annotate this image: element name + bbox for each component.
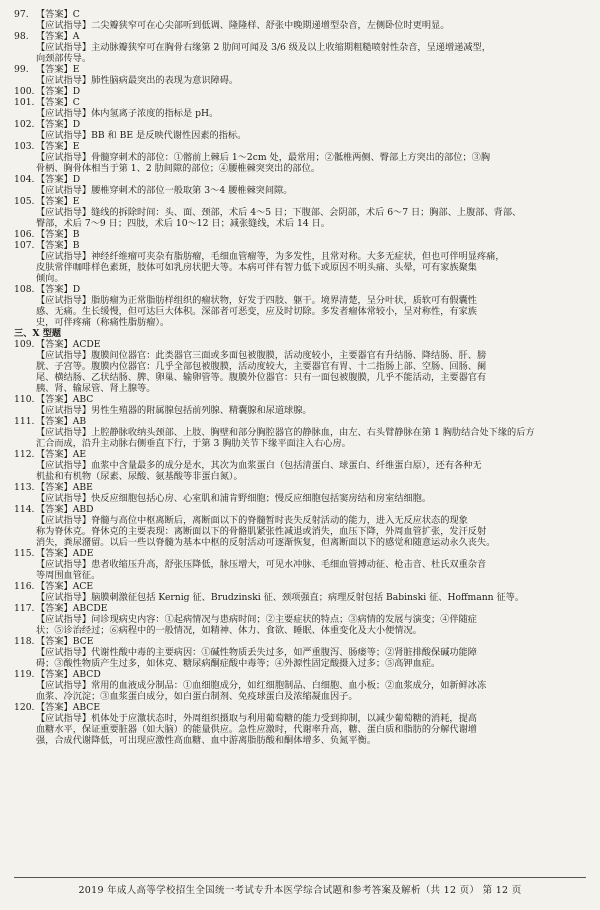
guide-text [36,493,586,504]
answer-label: 【答案】 [36,339,73,350]
guide-line [14,262,586,273]
guide-text [36,207,586,218]
answer-label: 【答案】 [36,504,73,515]
answer-entry [14,416,586,449]
answer-entry [14,9,586,31]
guide-line [14,185,586,196]
answer-label: 【答案】 [36,394,73,405]
guide-content: 等周围血管征。 [36,570,101,581]
guide-text [36,383,586,394]
guide-text [36,559,586,570]
question-number: 110. [14,394,35,405]
answer-value: D [72,174,81,185]
guide-text [36,592,586,603]
answer-entry [14,64,586,86]
question-number: 99. [14,64,29,75]
answer-entry [14,97,586,119]
answer-text [36,702,586,713]
answer-entry [14,702,586,746]
guide-label: 【应试指导】 [36,493,92,504]
answer-line [14,240,586,251]
guide-content: 患者收缩压升高，舒张压降低，脉压增大，可见水冲脉、毛细血管搏动征、枪击音、杜氏双重杂音 [91,559,487,570]
guide-content: BB 和 BE 是反映代谢性因素的指标。 [91,130,247,141]
answer-value: C [72,97,80,108]
guide-line [14,53,586,64]
question-number: 102. [14,119,35,130]
answer-text [36,603,586,614]
answer-text [36,64,586,75]
guide-line [14,405,586,416]
guide-line [14,251,586,262]
guide-content: 上腔静脉收纳头颈部、上肢、胸壁和部分胸腔器官的静脉血，由左、右头臂静脉在第 1 胸肋结合处下缘的后方 [91,427,535,438]
guide-line [14,273,586,284]
answer-entry [14,284,586,328]
question-number: 97. [14,9,29,20]
guide-text [36,735,586,746]
guide-line [14,42,586,53]
answer-entry [14,449,586,482]
guide-label: 【应试指导】 [36,295,92,306]
guide-label: 【应试指导】 [36,559,92,570]
guide-label: 【应试指导】 [36,20,92,31]
guide-content: 神经纤维瘤可夹杂有脂肪瘤，毛细血管瘤等，为多发性，且常对称。大多无症状，但也可伴明显疼痛， [91,251,505,262]
guide-label: 【应试指导】 [36,185,92,196]
guide-content: 肺性脑病最突出的表现为意识障碍。 [91,75,239,86]
answer-label: 【答案】 [36,548,73,559]
answer-text [36,240,586,251]
guide-content: 常用的血液成分制品：①血细胞成分，如红细胞制品、白细胞、血小板；②血浆成分，如新鲜冰冻 [91,680,487,691]
guide-content: 汇合而成，沿升主动脉右侧垂直下行，于第 3 胸肋关节下缘平面注入右心房。 [36,438,351,449]
question-number: 116. [14,581,35,592]
guide-text [36,306,586,317]
question-number: 98. [14,31,29,42]
guide-label: 【应试指导】 [36,207,92,218]
question-number: 107. [14,240,35,251]
answer-line [14,339,586,350]
guide-content: 体内氢离子浓度的指标是 pH。 [91,108,219,119]
guide-line [14,592,586,603]
guide-text [36,526,586,537]
answer-label: 【答案】 [36,174,73,185]
guide-text [36,295,586,306]
answer-value: C [72,9,80,20]
answer-entry [14,603,586,636]
question-number: 119. [14,669,35,680]
answer-label: 【答案】 [36,196,73,207]
answer-value: ACE [72,581,94,592]
answer-line [14,31,586,42]
guide-text [36,570,586,581]
guide-content: 倾向。 [36,273,64,284]
answer-value: D [72,119,81,130]
answer-line [14,548,586,559]
guide-line [14,724,586,735]
page-footer [14,877,586,896]
guide-text [36,724,586,735]
question-number: 101. [14,97,35,108]
answer-label: 【答案】 [36,31,73,42]
answer-line [14,9,586,20]
answer-line [14,119,586,130]
guide-content: 史，可伴疼痛（称痛性脂肪瘤）。 [36,317,170,328]
question-number: 100. [14,86,35,97]
guide-content: 脑膜刺激征包括 Kernig 征、Brudzinski 征、颈项强直；病理反射包括 Babinski 征、Hoffmann 征等。 [91,592,525,603]
answer-value: ABCDE [72,603,108,614]
answer-value: ABCD [72,669,101,680]
answer-text [36,548,586,559]
guide-label: 【应试指导】 [36,427,92,438]
question-number: 111. [14,416,35,427]
guide-line [14,471,586,482]
guide-content: 胱、子宫等。腹膜内位器官：几乎全部包被腹膜，活动度较大，主要器官有胃、十二指肠上部、空肠、回肠、阑 [36,361,487,372]
question-number: 112. [14,449,35,460]
guide-content: 机盐和有机物（尿素、尿酸、氨基酸等非蛋白氮）。 [36,471,243,482]
answer-label: 【答案】 [36,603,73,614]
guide-label: 【应试指导】 [36,680,92,691]
guide-text [36,218,586,229]
answer-entry [14,482,586,504]
answer-line [14,174,586,185]
guide-content: 缝线的拆除时间：头、面、颈部，术后 4～5 日；下腹部、会阴部，术后 6～7 日；胸部、上腹部、背部、 [91,207,522,218]
answer-value: ACDE [72,339,101,350]
guide-line [14,361,586,372]
guide-label: 【应试指导】 [36,614,92,625]
guide-line [14,152,586,163]
guide-text [36,614,586,625]
guide-line [14,680,586,691]
answer-value: ABE [72,482,93,493]
answer-label: 【答案】 [36,64,73,75]
guide-line [14,614,586,625]
answer-line [14,603,586,614]
guide-text [36,713,586,724]
answer-text [36,119,586,130]
answer-text [36,284,586,295]
guide-label: 【应试指导】 [36,592,92,603]
guide-content: 问诊现病史内容：①起病情况与患病时间；②主要症状的特点；③病情的发展与演变；④伴随症 [91,614,477,625]
question-number: 114. [14,504,35,515]
guide-line [14,108,586,119]
guide-line [14,559,586,570]
answer-line [14,504,586,515]
guide-content: 快反应细胞包括心房、心室肌和浦肯野细胞；慢反应细胞包括窦房结和房室结细胞。 [91,493,432,504]
guide-line [14,735,586,746]
answer-label: 【答案】 [36,702,73,713]
guide-label: 【应试指导】 [36,350,92,361]
guide-text [36,20,586,31]
answer-entry [14,636,586,669]
guide-line [14,317,586,328]
guide-text [36,537,586,548]
guide-content: 血浆、冷沉淀；③血浆蛋白成分，如白蛋白制剂、免疫球蛋白及浓缩凝血因子。 [36,691,358,702]
guide-content: 皮肤常伴咖啡样色素斑，肢体可如乳房状肥大等。本病可伴有智力低下或原因不明头痛、头晕，可有家族聚集 [36,262,477,273]
guide-content: 二尖瓣狭窄可在心尖部听到低调、隆隆样、舒张中晚期递增型杂音，左侧卧位时更明显。 [91,20,450,31]
guide-label: 【应试指导】 [36,405,92,416]
guide-text [36,372,586,383]
answer-label: 【答案】 [36,97,73,108]
answer-line [14,416,586,427]
answer-text [36,9,586,20]
answer-line [14,702,586,713]
guide-text [36,460,586,471]
guide-line [14,515,586,526]
question-number: 105. [14,196,35,207]
answer-value: AB [72,416,87,427]
guide-label: 【应试指导】 [36,460,92,471]
question-number: 104. [14,174,35,185]
guide-text [36,130,586,141]
guide-content: 骨柄、胸骨体相当于第 1、2 肋间隙的部位；④腰椎棘突突出的部位。 [36,163,320,174]
entries-list [14,9,586,746]
guide-content: 状；⑤诊治经过；⑥病程中的一般情况，如精神、体力、食欲、睡眠、体重变化及大小便情况。 [36,625,422,636]
answer-value: D [72,284,81,295]
answer-text [36,141,586,152]
guide-text [36,108,586,119]
guide-content: 臀部，术后 7～9 日；四肢，术后 10～12 日；减张缝线，术后 14 日。 [36,218,330,229]
guide-text [36,658,586,669]
answer-value: B [72,240,80,251]
guide-text [36,317,586,328]
guide-content: 腰椎穿刺术的部位一般取第 3～4 腰椎棘突间隙。 [91,185,293,196]
answer-value: AE [72,449,87,460]
answer-entry [14,31,586,64]
answer-label: 【答案】 [36,449,73,460]
answer-entry [14,669,586,702]
answer-label: 【答案】 [36,141,73,152]
guide-text [36,75,586,86]
answer-entry [14,548,586,581]
answer-value: E [72,196,80,207]
question-number: 113. [14,482,35,493]
guide-line [14,372,586,383]
answer-text [36,174,586,185]
question-number: 108. [14,284,35,295]
answer-text [36,31,586,42]
guide-text [36,42,586,53]
guide-text [36,350,586,361]
guide-text [36,427,586,438]
guide-text [36,251,586,262]
answer-line [14,64,586,75]
guide-text [36,691,586,702]
guide-text [36,273,586,284]
guide-content: 向颈部传导。 [36,53,92,64]
answer-line [14,86,586,97]
section-title: 三、X 型题 [14,328,62,339]
guide-text [36,152,586,163]
guide-text [36,647,586,658]
guide-content: 脂肪瘤为正常脂肪样组织的瘤状物，好发于四肢、躯干。境界清楚，呈分叶状，质软可有假囊性 [91,295,477,306]
guide-text [36,471,586,482]
answer-text [36,581,586,592]
guide-text [36,163,586,174]
answer-entry [14,504,586,548]
answer-entry [14,119,586,141]
answer-line [14,394,586,405]
guide-label: 【应试指导】 [36,515,92,526]
guide-line [14,207,586,218]
answer-text [36,196,586,207]
guide-line [14,570,586,581]
answer-line [14,196,586,207]
answer-value: ADE [72,548,94,559]
guide-text [36,53,586,64]
guide-line [14,625,586,636]
answer-text [36,394,586,405]
guide-line [14,218,586,229]
answer-label: 【答案】 [36,229,73,240]
guide-text [36,361,586,372]
guide-line [14,75,586,86]
answer-text [36,636,586,647]
guide-line [14,295,586,306]
answer-text [36,416,586,427]
answer-text [36,339,586,350]
guide-content: 强，合成代谢降低，可出现应激性高血糖、血中游离脂肪酸和酮体增多、负氮平衡。 [36,735,376,746]
answer-line [14,97,586,108]
guide-line [14,383,586,394]
guide-content: 骨髓穿刺术的部位：①髂前上棘后 1～2cm 处，最常用；②骶椎两侧、臀部上方突出的部位；③胸 [91,152,491,163]
guide-label: 【应试指导】 [36,130,92,141]
answer-label: 【答案】 [36,119,73,130]
answer-entry [14,196,586,229]
guide-line [14,537,586,548]
answer-value: A [72,31,80,42]
answer-entry [14,174,586,196]
answer-text [36,97,586,108]
guide-content: 机体处于应激状态时，外周组织摄取与利用葡萄糖的能力受到抑制，以减少葡萄糖的消耗，提高 [91,713,477,724]
guide-line [14,526,586,537]
guide-content: 称为脊休克。脊休克的主要表现：离断面以下的骨骼肌紧张性减退或消失，血压下降，外周血管扩张，发汗反射 [36,526,487,537]
guide-line [14,493,586,504]
guide-content: 尾、横结肠、乙状结肠、脾、卵巢、输卵管等。腹膜外位器官：只有一面包被腹膜，几乎不能活动，主要器官有 [36,372,487,383]
guide-content: 消失，粪尿潴留。以后一些以脊髓为基本中枢的反射活动可逐渐恢复，但离断面以下的感觉和随意运动永久丧失。 [36,537,496,548]
guide-label: 【应试指导】 [36,152,92,163]
answer-text [36,449,586,460]
answer-text [36,504,586,515]
answer-line [14,449,586,460]
guide-label: 【应试指导】 [36,42,92,53]
answer-entry [14,581,586,603]
answer-line [14,669,586,680]
guide-line [14,658,586,669]
guide-line [14,20,586,31]
answer-value: ABD [72,504,94,515]
guide-line [14,691,586,702]
answer-label: 【答案】 [36,636,73,647]
guide-content: 感、无痛。生长缓慢，但可达巨大体积。深部者可恶变，应及时切除。多发者瘤体常较小，呈对称性，有家族 [36,306,477,317]
answer-line [14,581,586,592]
answer-label: 【答案】 [36,482,73,493]
guide-content: 腹膜间位器官：此类器官三面或多面包被腹膜，活动度较小，主要器官有升结肠、降结肠、肝、膀 [91,350,487,361]
answer-line [14,284,586,295]
guide-label: 【应试指导】 [36,713,92,724]
guide-line [14,130,586,141]
guide-content: 代谢性酸中毒的主要病因：①碱性物质丢失过多，如严重腹泻、肠瘘等；②肾脏排酸保碱功能障 [91,647,477,658]
answer-text [36,669,586,680]
question-number: 117. [14,603,35,614]
guide-content: 男性生殖器的附属腺包括前列腺、精囊腺和尿道球腺。 [91,405,312,416]
answer-line [14,482,586,493]
guide-content: 主动脉瓣狭窄可在胸骨右缘第 2 肋间可闻及 3/6 级及以上收缩期粗糙喷射性杂音，呈递增递减型， [91,42,491,53]
answer-label: 【答案】 [36,240,73,251]
answer-label: 【答案】 [36,86,73,97]
guide-text [36,515,586,526]
answer-label: 【答案】 [36,9,73,20]
guide-line [14,438,586,449]
guide-line [14,713,586,724]
guide-text [36,405,586,416]
guide-content: 脊髓与高位中枢离断后，离断面以下的脊髓暂时丧失反射活动的能力，进入无反应状态的现象 [91,515,468,526]
answer-value: ABCE [72,702,101,713]
guide-label: 【应试指导】 [36,75,92,86]
guide-text [36,625,586,636]
guide-line [14,350,586,361]
guide-label: 【应试指导】 [36,251,92,262]
guide-line [14,163,586,174]
answer-line [14,229,586,240]
question-number: 106. [14,229,35,240]
answer-label: 【答案】 [36,284,73,295]
guide-content: 碍；③酸性物质产生过多，如休克、糖尿病酮症酸中毒等；④外源性固定酸摄入过多；⑤高钾血症。 [36,658,441,669]
guide-content: 血糖水平，保证重要脏器（如大脑）的能量供应。急性应激时，代谢率升高，糖、蛋白质和脂肪的分解代谢增 [36,724,477,735]
answer-text [36,86,586,97]
guide-label: 【应试指导】 [36,108,92,119]
answer-entry [14,141,586,174]
guide-line [14,306,586,317]
guide-line [14,460,586,471]
guide-line [14,427,586,438]
answer-value: ABC [72,394,94,405]
guide-text [36,185,586,196]
answer-value: E [72,141,80,152]
question-number: 115. [14,548,35,559]
footer-text: 2019 年成人高等学校招生全国统一考试专升本医学综合试题和参考答案及解析（共 12 页） 第 12 页 [78,885,522,896]
answer-text [36,482,586,493]
answer-value: BCE [72,636,94,647]
answer-entry [14,394,586,416]
answer-line [14,141,586,152]
guide-label: 【应试指导】 [36,647,92,658]
answer-line [14,636,586,647]
answer-entry [14,339,586,394]
answer-entry [14,86,586,97]
question-number: 103. [14,141,35,152]
answer-label: 【答案】 [36,416,73,427]
question-number: 120. [14,702,35,713]
answer-label: 【答案】 [36,669,73,680]
answer-entry [14,240,586,284]
guide-text [36,680,586,691]
answer-value: D [72,86,81,97]
guide-line [14,647,586,658]
answer-label: 【答案】 [36,581,73,592]
answer-text [36,229,586,240]
guide-text [36,438,586,449]
answer-value: E [72,64,80,75]
answer-value: B [72,229,80,240]
question-number: 118. [14,636,35,647]
guide-content: 血浆中含量最多的成分是水，其次为血浆蛋白（包括清蛋白、球蛋白、纤维蛋白原），还有各种无 [91,460,482,471]
guide-content: 胰、肾、输尿管、肾上腺等。 [36,383,156,394]
guide-text [36,262,586,273]
answer-entry [14,229,586,240]
question-number: 109. [14,339,35,350]
